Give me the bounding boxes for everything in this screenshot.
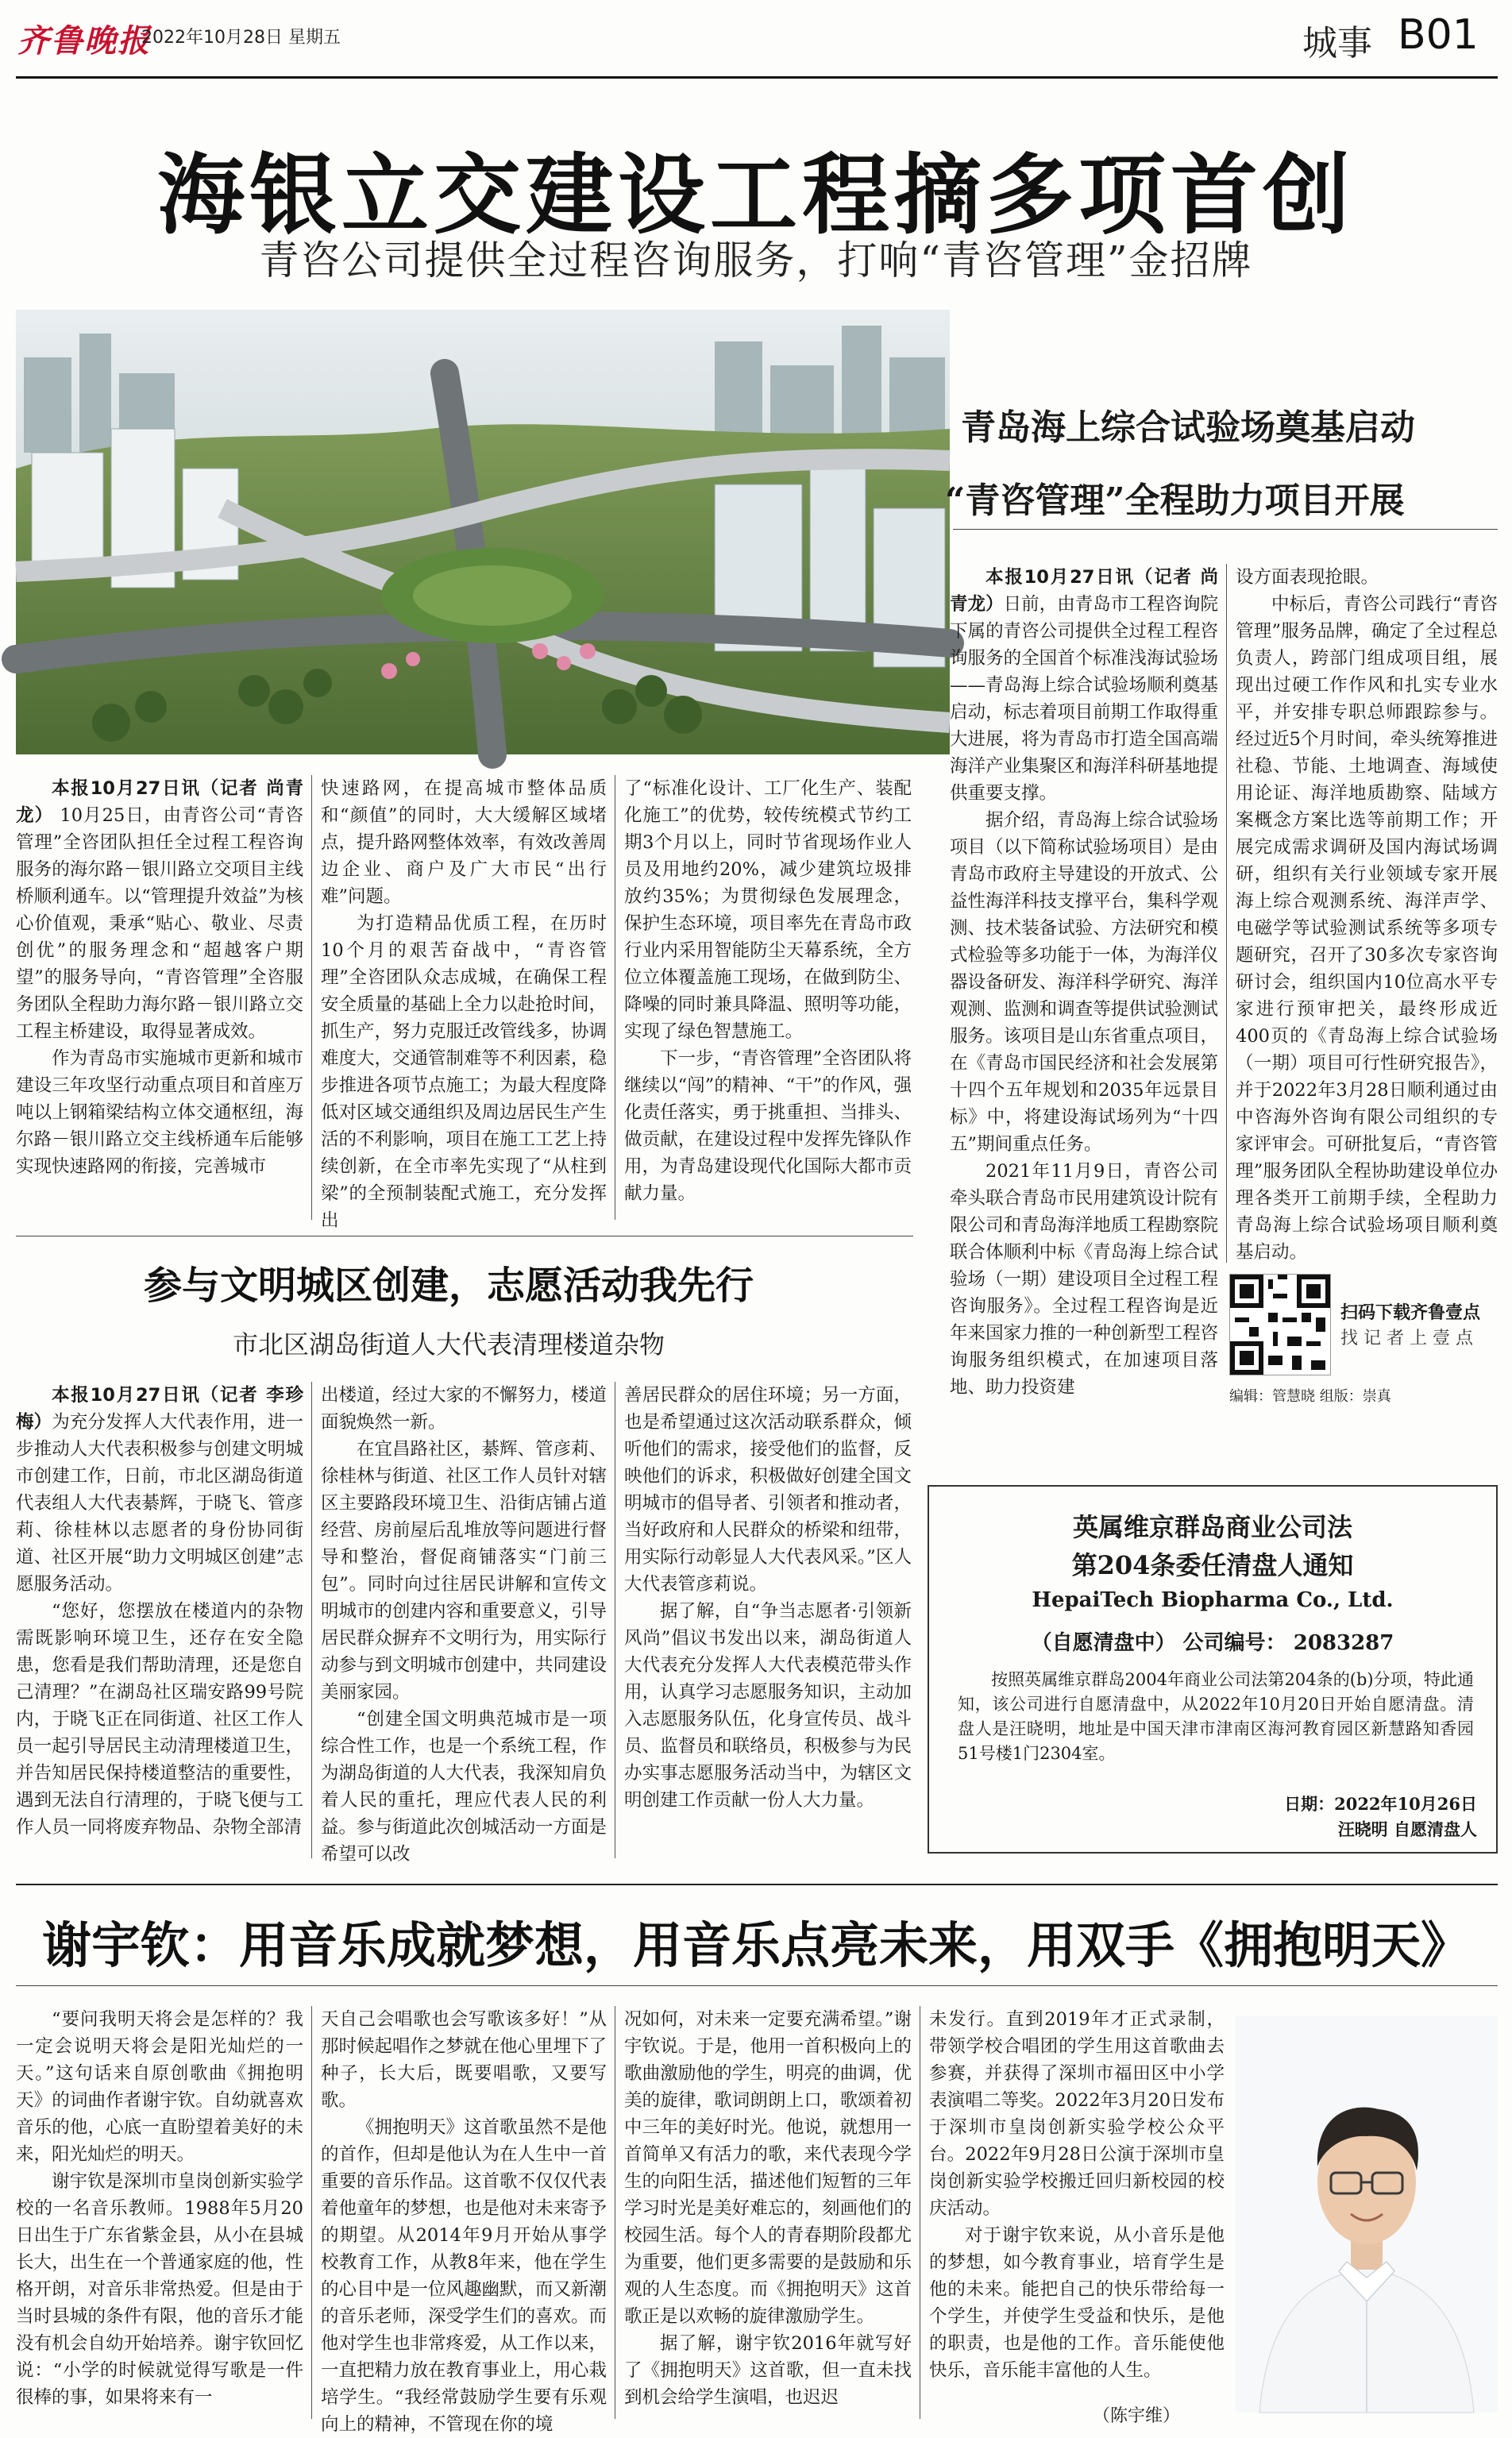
lead-col1b-text: 作为青岛市实施城市更新和城市建设三年攻坚行动重点项目和首座万吨以上钢箱梁结构立体交通枢纽，海尔路－银川路立交主线桥通车后能够实现快速路网的衔接，完善城市 (16, 1048, 303, 1177)
second-col1-text: 为充分发挥人大代表作用，进一步推动人大代表积极参与创建文明城市创建工作，日前，市北区湖岛街道代表组人大代表綦辉，于晓飞、管彦莉、徐桂林以志愿者的身份协同街道、社区开展“助力文明城区创建”志愿服务活动。 (16, 1412, 303, 1595)
second-col2-text: 出楼道，经过大家的不懈努力，楼道面貌焕然一新。 (321, 1385, 608, 1433)
notice-date: 日期：2022年10月26日 (1284, 1794, 1477, 1814)
side-col1-text: 日前，由青岛市工程咨询院下属的青咨公司提供全过程工程咨询服务的全国首个标准浅海试验场——青岛海上综合试验场顺利奠基启动，标志着项目前期工作取得重大进展，将为青岛市打造全国高端海洋产业集聚区和海洋科研基地提供重要支撑。 (950, 594, 1218, 804)
notice-company-cn: （自愿清盘中） 公司编号： 2083287 (1031, 1631, 1394, 1655)
side-article-col2 (1236, 564, 1498, 1263)
masthead-rule (16, 76, 1498, 79)
second-col3b-text: 据了解，自“争当志愿者·引领新风尚”倡议书发出以来，湖岛街道人大代表充分发挥人大代表模范带头作用，认真学习志愿服务知识，主动加入志愿服务队伍，化身宣传员、战斗员、监督员和联络员，积极参与为民办实事志愿服务活动当中，为辖区文明创建工作贡献一份人大力量。 (624, 1601, 912, 1811)
second-col1b-text: “您好，您摆放在楼道内的杂物需既影响环境卫生，还存在安全隐患，您看是我们帮助清理，还是您自己清理？”在湖岛社区瑞安路99号院内，于晓飞正在同街道、社区工作人员一起引导居民主动清理楼道卫生，并告知居民保持楼道整洁的重要性，遇到无法自行清理的，于晓飞便与工作人员一同将废弃物品、杂物全部清 (16, 1601, 303, 1838)
lead-col2b-text: 为打造精品优质工程，在历时10个月的艰苦奋战中，“青咨管理”全咨团队众志成城，在确保工程安全质量的基础上全力以赴抢时间，抓生产，努力克服迁改管线多，协调难度大，交通管制难等不利因素，稳步推进各项节点施工；为最大程度降低对区域交通组织及周边居民生产生活的不利影响，项目在施工工艺上持续创新，在全市率先实现了“从柱到梁”的全预制装配式施工，充分发挥出 (321, 913, 608, 1231)
interchange-rendering-photo (16, 310, 950, 754)
third-article-col1 (16, 2006, 303, 2419)
column-divider (311, 775, 312, 1220)
issue-date: 2022年10月28日 星期五 (141, 28, 341, 48)
lead-article-col2 (321, 775, 607, 1260)
lead-dateline: 本报10月27日讯（记者 尚青龙） (16, 778, 303, 826)
side-col1b-text: 据介绍，青岛海上综合试验场项目（以下简称试验场项目）是由青岛市政府主导建设的开放式、公益性海洋科技支撑平台，集科学观测、技术装备试验、方法研究和模式检验等多功能于一体，为海洋仪器设备研发、海洋科学研究、海洋观测、监测和调查等提供试验测试服务。该项目是山东省重点项目，在《青岛市国民经济和社会发展第十四个五年规划和2035年远景目标》中，将建设海试场列为“十四五”期间重点任务。 (950, 810, 1218, 1155)
third-col3-text: 况如何，对未来一定要充满希望。”谢宇钦说。于是，他用一首积极向上的歌曲激励他的学生，明亮的曲调，优美的旋律，歌词朗朗上口，歌颂着初中三年的美好时光。他说，就想用一首简单又有活力的歌，来代表现今学生的向阳生活，描述他们短暂的三年学习时光是美好难忘的，刻画他们的校园生活。每个人的青春期阶段都尤为重要，他们更多需要的是鼓励和乐观的人生态度。而《拥抱明天》这首歌正是以欢畅的旋律激励学生。 (624, 2009, 912, 2327)
qr-code-icon (1230, 1275, 1330, 1375)
qr-caption-2: 找 记 者 上 壹 点 (1340, 1329, 1473, 1348)
second-col3-text: 善居民群众的居住环境；另一方面，也是希望通过这次活动联系群众，倾听他们的需求，接受他们的监督，反映他们的诉求，积极做好创建全国文明城市的倡导者、引领者和推动者，当好政府和人民群众的桥梁和纽带，用实际行动彰显人大代表风采。”区人大代表管彦莉说。 (624, 1385, 912, 1595)
third-col3b-text: 据了解，谢宇钦2016年就写好了《拥抱明天》这首歌，但一直未找到机会给学生演唱，也迟迟 (624, 2333, 912, 2408)
lead-col3-text: 了“标准化设计、工厂化生产、装配化施工”的优势，较传统模式节约工期3个月以上，同时节省现场作业人员及用地约20%，减少建筑垃圾排放约35%；为贯彻绿色发展理念，保护生态环境，项目率先在青岛市政行业内采用智能防尘天幕系统，全方位立体覆盖施工现场，在做到防尘、降噪的同时兼具降温、照明等功能，实现了绿色智慧施工。 (624, 778, 912, 1042)
second-col2c-text: “创建全国文明典范城市是一项综合性工作，也是一个系统工程，作为湖岛街道的人大代表，我深知肩负着人民的重托，理应代表人民的利益。参与街道此次创城活动一方面是希望可以改 (321, 1709, 608, 1865)
notice-body (958, 1668, 1474, 1779)
second-subheadline: 市北区湖岛街道人大代表清理楼道杂物 (232, 1329, 665, 1360)
third-article-col2 (321, 2006, 608, 2435)
side-headline-rule (953, 529, 1498, 530)
editor-credit: 编辑：管慧晓 组版：崇真 (1229, 1388, 1391, 1405)
qr-code[interactable] (1229, 1274, 1331, 1375)
headline-underline (16, 1985, 1498, 1986)
section-name: 城事 (1302, 23, 1372, 64)
third-col2-text: 天自己会唱歌也会写歌该多好！”从那时候起唱作之梦就在他心里埋下了种子，长大后，既要唱歌，又要写歌。 (321, 2009, 608, 2111)
masthead (0, 0, 1512, 78)
notice-signer: 汪晓明 自愿清盘人 (1337, 1819, 1477, 1839)
side-headline-2: “青咨管理”全程助力项目开展 (945, 480, 1405, 521)
column-divider (311, 2006, 312, 2419)
lead-col1-text: 10月25日，由青咨公司“青咨管理”全咨团队担任全过程工程咨询服务的海尔路－银川路立交项目主线桥顺利通车。以“管理提升效益”为核心价值观，秉承“贴心、敬业、尽责创优”的服务理念和“超越客户期望”的服务导向，“青咨管理”全咨服务团队全程助力海尔路－银川路立交工程主桥建设，取得显著成效。 (16, 805, 304, 1042)
third-article-col3 (624, 2006, 912, 2419)
column-divider (311, 1382, 312, 1858)
third-article-col4 (929, 2006, 1225, 2403)
third-col4-text: 未发行。直到2019年才正式录制，带领学校合唱团的学生用这首歌曲去参赛，并获得了深圳市福田区中小学表演唱二等奖。2022年3月20日发布于深圳市皇岗创新实验学校公众平台。2022年9月28日公演于深圳市皇岗创新实验学校搬迁回归新校园的校庆活动。 (929, 2009, 1225, 2219)
side-headline-1: 青岛海上综合试验场奠基启动 (961, 407, 1415, 448)
lead-headline: 海银立交建设工程摘多项首创 (157, 144, 1355, 246)
column-divider (1226, 564, 1227, 1263)
second-article-col1 (16, 1382, 303, 1868)
third-col2b-text: 《拥抱明天》这首歌虽然不是他的首作，但却是他认为在人生中一首重要的音乐作品。这首歌不仅仅代表着他童年的梦想，也是他对未来寄予的期望。从2014年9月开始从事学校教育工作，从教8年来，他在学生的心目中是一位风趣幽默，而又新潮的音乐老师，深受学生们的喜欢。而他对学生也非常疼爱，从工作以来，一直把精力放在教育事业上，用心栽培学生。“我经常鼓励学生要有乐观向上的精神，不管现在你的境 (321, 2117, 608, 2435)
third-headline: 谢宇钦：用音乐成就梦想，用音乐点亮未来，用双手《拥抱明天》 (41, 1916, 1470, 1974)
side-col2-text: 设方面表现抢眼。 (1236, 567, 1379, 588)
section-rule (16, 1884, 1498, 1885)
notice-company-en: HepaiTech Biopharma Co., Ltd. (1032, 1588, 1394, 1612)
second-headline: 参与文明城区创建，志愿活动我先行 (143, 1263, 754, 1308)
side-article-col1 (950, 564, 1218, 1398)
second-col2b-text: 在宜昌路社区，綦辉、管彦莉、徐桂林与街道、社区工作人员针对辖区主要路段环境卫生、沿街店铺占道经营、房前屋后乱堆放等问题进行督导和整治，督促商铺落实“门前三包”。同时向过往居民讲解和宣传文明城市的创建内容和重要意义，引导居民群众摒弃不文明行为，用实际行动参与到文明城市创建中，共同建设美丽家园。 (321, 1439, 608, 1703)
page-number: B01 (1398, 11, 1479, 59)
teacher-portrait-photo (1236, 2016, 1498, 2413)
qr-caption: 扫码下载齐鲁壹点 (1340, 1303, 1481, 1323)
second-dateline: 本报10月27日讯（记者 李珍梅） (16, 1385, 303, 1433)
liquidation-notice (928, 1485, 1498, 1854)
side-dateline: 本报10月27日讯（记者 尚青龙） (950, 567, 1218, 615)
second-article-col3 (624, 1382, 912, 1868)
notice-title-2: 第204条委任清盘人通知 (1071, 1550, 1354, 1580)
third-col1-text: “要问我明天将会是怎样的？我一定会说明天将会是阳光灿烂的一天。”这句话来自原创歌曲《拥抱明天》的词曲作者谢宇钦。自幼就喜欢音乐的他，心底一直盼望着美好的未来，阳光灿烂的明天。 (16, 2009, 303, 2165)
third-col1b-text: 谢宇钦是深圳市皇岗创新实验学校的一名音乐教师。1988年5月20日出生于广东省紫金县，从小在县城长大，出生在一个普通家庭的他，性格开朗，对音乐非常热爱。但是由于当时县城的条件有限，他的音乐才能没有机会自幼开始培养。谢宇钦回忆说：“小学的时候就觉得写歌是一件很棒的事，如果将来有一 (16, 2171, 303, 2408)
second-article-col2 (321, 1382, 607, 1868)
side-col2b-text: 中标后，青咨公司践行“青咨管理”服务品牌，确定了全过程总负责人，跨部门组成项目组，展现出过硬工作作风和扎实专业水平，并安排专职总师跟踪参与。经过近5个月时间，牵头统筹推进社稳、节能、土地调查、海域使用论证、海洋地质勘察、陆域方案概念方案比选等前期工作；开展完成需求调研及国内海试场调研，组织有关行业领域专家开展海上综合观测系统、海洋声学、电磁学等试验测试系统等多项专题研究，召开了30多次专家咨询研讨会，组织国内10位高水平专家进行预审把关，最终形成近400页的《青岛海上综合试验场（一期）项目可行性研究报告》，并于2022年3月28日顺利通过由中咨海外咨询有限公司组织的专家评审会。可研批复后，“青咨管理”服务团队全程协助建设单位办理各类开工前期手续，全程助力青岛海上综合试验场项目顺利奠基启动。 (1236, 594, 1498, 1263)
lead-col2-text: 快速路网，在提高城市整体品质和“颜值”的同时，大大缓解区域堵点，提升路网整体效率，有效改善周边企业、商户及广大市民“出行难”问题。 (321, 778, 608, 907)
notice-title-1: 英属维京群岛商业公司法 (1072, 1512, 1352, 1542)
third-byline: （陈宇维） (1093, 2406, 1181, 2426)
notice-body-text: 按照英属维京群岛2004年商业公司法第204条的(b)分项，特此通知，该公司进行自愿清盘中，从2022年10月20日开始自愿清盘。清盘人是汪晓明，地址是中国天津市津南区海河教育园区新慧路知香园51号楼1门2304室。 (958, 1670, 1474, 1763)
lead-article-col3 (624, 775, 912, 1260)
lead-subheadline: 青咨公司提供全过程咨询服务，打响“青咨管理”金招牌 (259, 237, 1253, 284)
lead-col3b-text: 下一步，“青咨管理”全咨团队将继续以“闯”的精神、“干”的作风，强化责任落实，勇于挑重担、当排头、做贡献，在建设过程中发挥先锋队作用，为青岛建设现代化国际大都市贡献力量。 (624, 1048, 912, 1204)
newspaper-logo: 齐鲁晚报 (17, 22, 151, 60)
side-col1c-text: 2021年11月9日，青咨公司牵头联合青岛市民用建筑设计院有限公司和青岛海洋地质工程勘察院联合体顺利中标《青岛海上综合试验场（一期）建设项目全过程工程咨询服务》。全过程工程咨询是近年来国家力推的一种创新型工程咨询服务组织模式，在加速项目落地、助力投资建 (950, 1161, 1218, 1398)
third-col4b-text: 对于谢宇钦来说，从小音乐是他的梦想，如今教育事业，培育学生是他的未来。能把自己的快乐带给每一个学生，并使学生受益和快乐，是他的职责，也是他的工作。音乐能使他快乐，音乐能丰富他的人生。 (929, 2225, 1225, 2381)
lead-article-col1 (16, 775, 303, 1260)
